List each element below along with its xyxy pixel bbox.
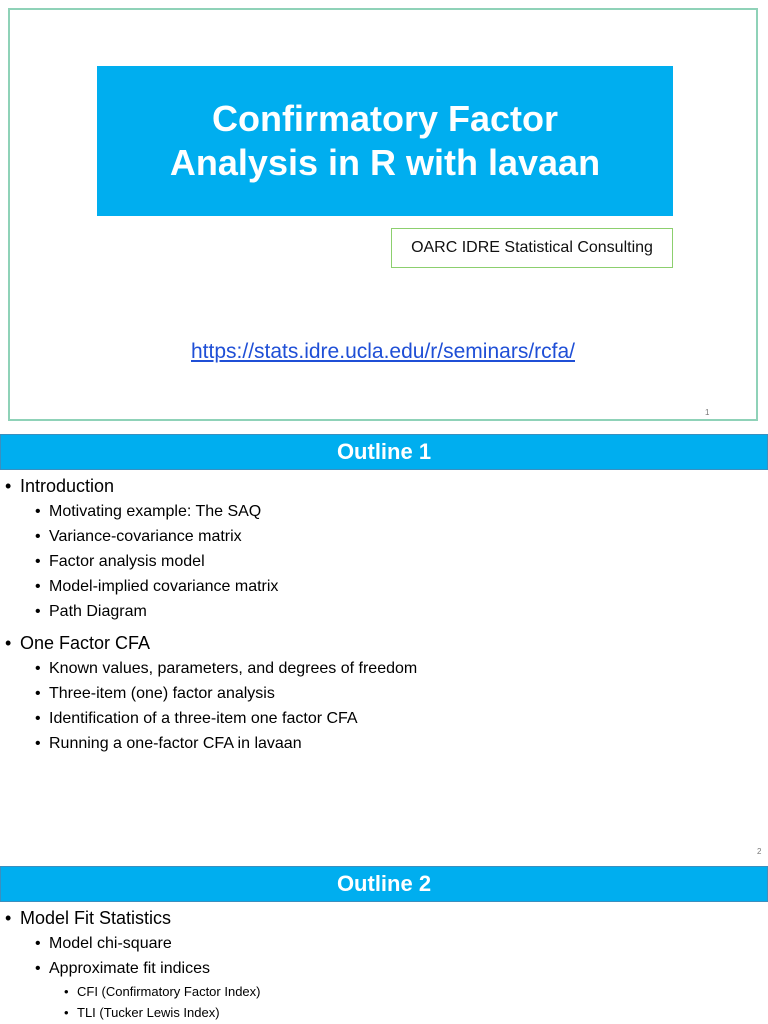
section-heading: • Introduction (0, 473, 768, 499)
sub-list-item: • TLI (Tucker Lewis Index) (0, 1002, 768, 1023)
list-item: • Three-item (one) factor analysis (0, 681, 768, 706)
outline-2-body (0, 905, 768, 1023)
page-number: 1 (705, 408, 710, 417)
title-slide (8, 8, 758, 421)
seminar-link[interactable]: https://stats.idre.ucla.edu/r/seminars/rcfa/ (191, 340, 575, 363)
outline-1-body (0, 473, 768, 756)
list-item: • Variance-covariance matrix (0, 524, 768, 549)
section-heading: • Model Fit Statistics (0, 905, 768, 931)
list-item: • Known values, parameters, and degrees of freedom (0, 656, 768, 681)
list-item: • Approximate fit indices (0, 956, 768, 981)
list-item: • Motivating example: The SAQ (0, 499, 768, 524)
outline-2-header: Outline 2 (0, 866, 768, 902)
list-item: • Identification of a three-item one factor CFA (0, 706, 768, 731)
title-line-1: Confirmatory Factor (211, 98, 559, 139)
outline-1-header: Outline 1 (0, 434, 768, 470)
list-item: • Running a one-factor CFA in lavaan (0, 731, 768, 756)
page-number: 2 (757, 847, 762, 856)
list-item: • Model chi-square (0, 931, 768, 956)
title-line-2: Analysis in R with lavaan (169, 142, 601, 183)
list-item: • Model-implied covariance matrix (0, 574, 768, 599)
sub-list-item: • CFI (Confirmatory Factor Index) (0, 981, 768, 1002)
section-heading: • One Factor CFA (0, 630, 768, 656)
list-item: • Factor analysis model (0, 549, 768, 574)
title-banner (97, 66, 673, 216)
list-item: • Path Diagram (0, 599, 768, 624)
subtitle: OARC IDRE Statistical Consulting (391, 228, 673, 268)
